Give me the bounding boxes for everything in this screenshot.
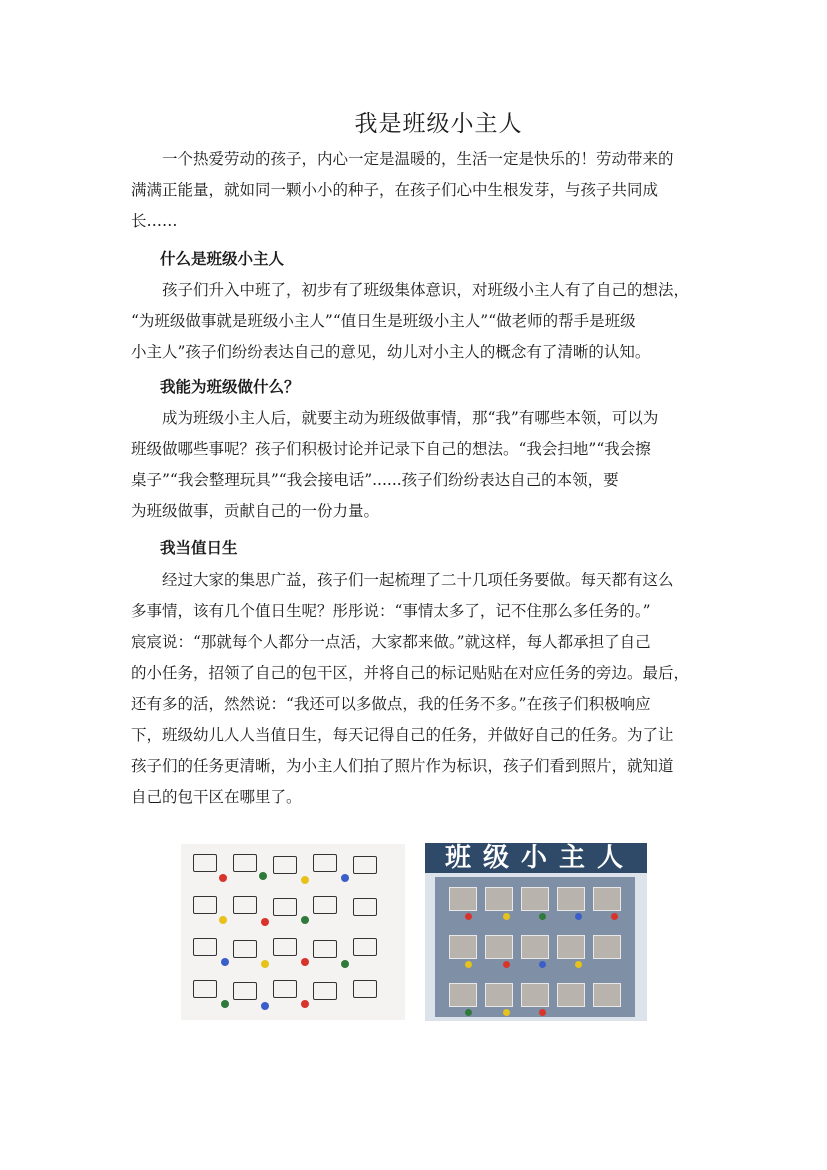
- text-line: 下，班级幼儿人人当值日生，每天记得自己的任务，并做好自己的任务。为了让: [131, 726, 674, 744]
- text-line: 桌子”“我会整理玩具”“我会接电话”......孩子们纷纷表达自己的本领，要: [131, 471, 619, 489]
- sticker: [503, 1009, 510, 1016]
- task-photo: [521, 983, 549, 1007]
- section-paragraph-can-do: [131, 403, 703, 527]
- document-title: 我是班级小主人: [354, 111, 523, 137]
- sticker: [503, 961, 510, 968]
- task-photo: [557, 935, 585, 959]
- sticker: [341, 960, 349, 968]
- text-line: 多事情，该有几个值日生呢？彤彤说：“事情太多了，记不住那么多任务的。”: [131, 602, 651, 620]
- drawing: [313, 982, 337, 1000]
- text-line: “为班级做事就是班级小主人”“值日生是班级小主人”“做老师的帮手是班级: [131, 312, 636, 330]
- section-paragraph-what: [131, 275, 703, 368]
- drawing: [193, 980, 217, 998]
- sticker: [259, 872, 267, 880]
- intro-paragraph: [131, 144, 703, 237]
- task-photo: [485, 887, 513, 911]
- drawing: [313, 940, 337, 958]
- section-paragraph-duty: [131, 565, 703, 813]
- task-photo: [449, 887, 477, 911]
- sticker: [341, 874, 349, 882]
- task-photo: [557, 887, 585, 911]
- task-chart-photo: [181, 844, 405, 1020]
- task-photo: [449, 983, 477, 1007]
- sticker: [301, 876, 309, 884]
- photo-board: [435, 877, 635, 1017]
- task-photo: [593, 983, 621, 1007]
- sticker: [575, 961, 582, 968]
- sticker: [503, 913, 510, 920]
- drawing: [233, 940, 257, 958]
- board-banner: 班级小主人: [425, 843, 647, 873]
- text-line: 宸宸说：“那就每个人都分一点活，大家都来做。”就这样，每人都承担了自己: [131, 633, 651, 651]
- task-photo: [557, 983, 585, 1007]
- drawing: [273, 980, 297, 998]
- drawing: [193, 896, 217, 914]
- sticker: [539, 961, 546, 968]
- drawing: [353, 938, 377, 956]
- drawing: [273, 938, 297, 956]
- task-photo: [521, 935, 549, 959]
- text-line: 还有多的活，然然说：“我还可以多做点，我的任务不多。”在孩子们积极响应: [131, 695, 651, 713]
- sticker: [465, 913, 472, 920]
- task-photo: [449, 935, 477, 959]
- drawing: [313, 854, 337, 872]
- drawing: [353, 898, 377, 916]
- text-line: 班级做哪些事呢？孩子们积极讨论并记录下自己的想法。“我会扫地”“我会擦: [131, 440, 651, 458]
- text-line: 满满正能量，就如同一颗小小的种子，在孩子们心中生根发芽，与孩子共同成: [131, 181, 659, 199]
- drawing: [233, 896, 257, 914]
- task-photo: [485, 935, 513, 959]
- text-line: 长……: [131, 212, 178, 230]
- text-line: 自己的包干区在哪里了。: [131, 788, 302, 806]
- sticker: [575, 913, 582, 920]
- sticker: [301, 958, 309, 966]
- sticker: [261, 918, 269, 926]
- task-photo: [521, 887, 549, 911]
- sticker: [539, 913, 546, 920]
- drawing: [233, 854, 257, 872]
- sticker: [301, 916, 309, 924]
- sticker: [219, 916, 227, 924]
- drawing: [193, 938, 217, 956]
- text-line: 一个热爱劳动的孩子，内心一定是温暖的，生活一定是快乐的！劳动带来的: [162, 150, 674, 168]
- text-line: 成为班级小主人后，就要主动为班级做事情，那“我”有哪些本领，可以为: [162, 409, 659, 427]
- sticker: [219, 874, 227, 882]
- drawing: [273, 898, 297, 916]
- sticker: [261, 960, 269, 968]
- text-line: 孩子们升入中班了，初步有了班级集体意识，对班级小主人有了自己的想法，: [162, 281, 690, 299]
- task-photo: [593, 935, 621, 959]
- text-line: 孩子们的任务更清晰，为小主人们拍了照片作为标识，孩子们看到照片，就知道: [131, 757, 674, 775]
- drawing: [353, 980, 377, 998]
- task-photo: [485, 983, 513, 1007]
- task-photo: [593, 887, 621, 911]
- drawing: [353, 856, 377, 874]
- text-line: 的小任务，招领了自己的包干区，并将自己的标记贴贴在对应任务的旁边。最后，: [131, 664, 690, 682]
- class-board-photo: [425, 843, 647, 1021]
- drawing: [193, 854, 217, 872]
- sticker: [539, 1009, 546, 1016]
- drawing: [313, 896, 337, 914]
- section-heading-duty: 我当值日生: [160, 538, 238, 557]
- sticker: [611, 913, 618, 920]
- text-line: 小主人”孩子们纷纷表达自己的意见，幼儿对小主人的概念有了清晰的认知。: [131, 343, 651, 361]
- sticker: [221, 1000, 229, 1008]
- section-heading-can-do: 我能为班级做什么？: [160, 377, 300, 396]
- sticker: [221, 958, 229, 966]
- text-line: 为班级做事，贡献自己的一份力量。: [131, 502, 380, 520]
- section-heading-what: 什么是班级小主人: [160, 249, 285, 268]
- text-line: 经过大家的集思广益，孩子们一起梳理了二十几项任务要做。每天都有这么: [162, 571, 674, 589]
- sticker: [301, 1000, 309, 1008]
- drawing: [273, 856, 297, 874]
- sticker: [465, 961, 472, 968]
- sticker: [261, 1002, 269, 1010]
- sticker: [465, 1009, 472, 1016]
- drawing: [233, 982, 257, 1000]
